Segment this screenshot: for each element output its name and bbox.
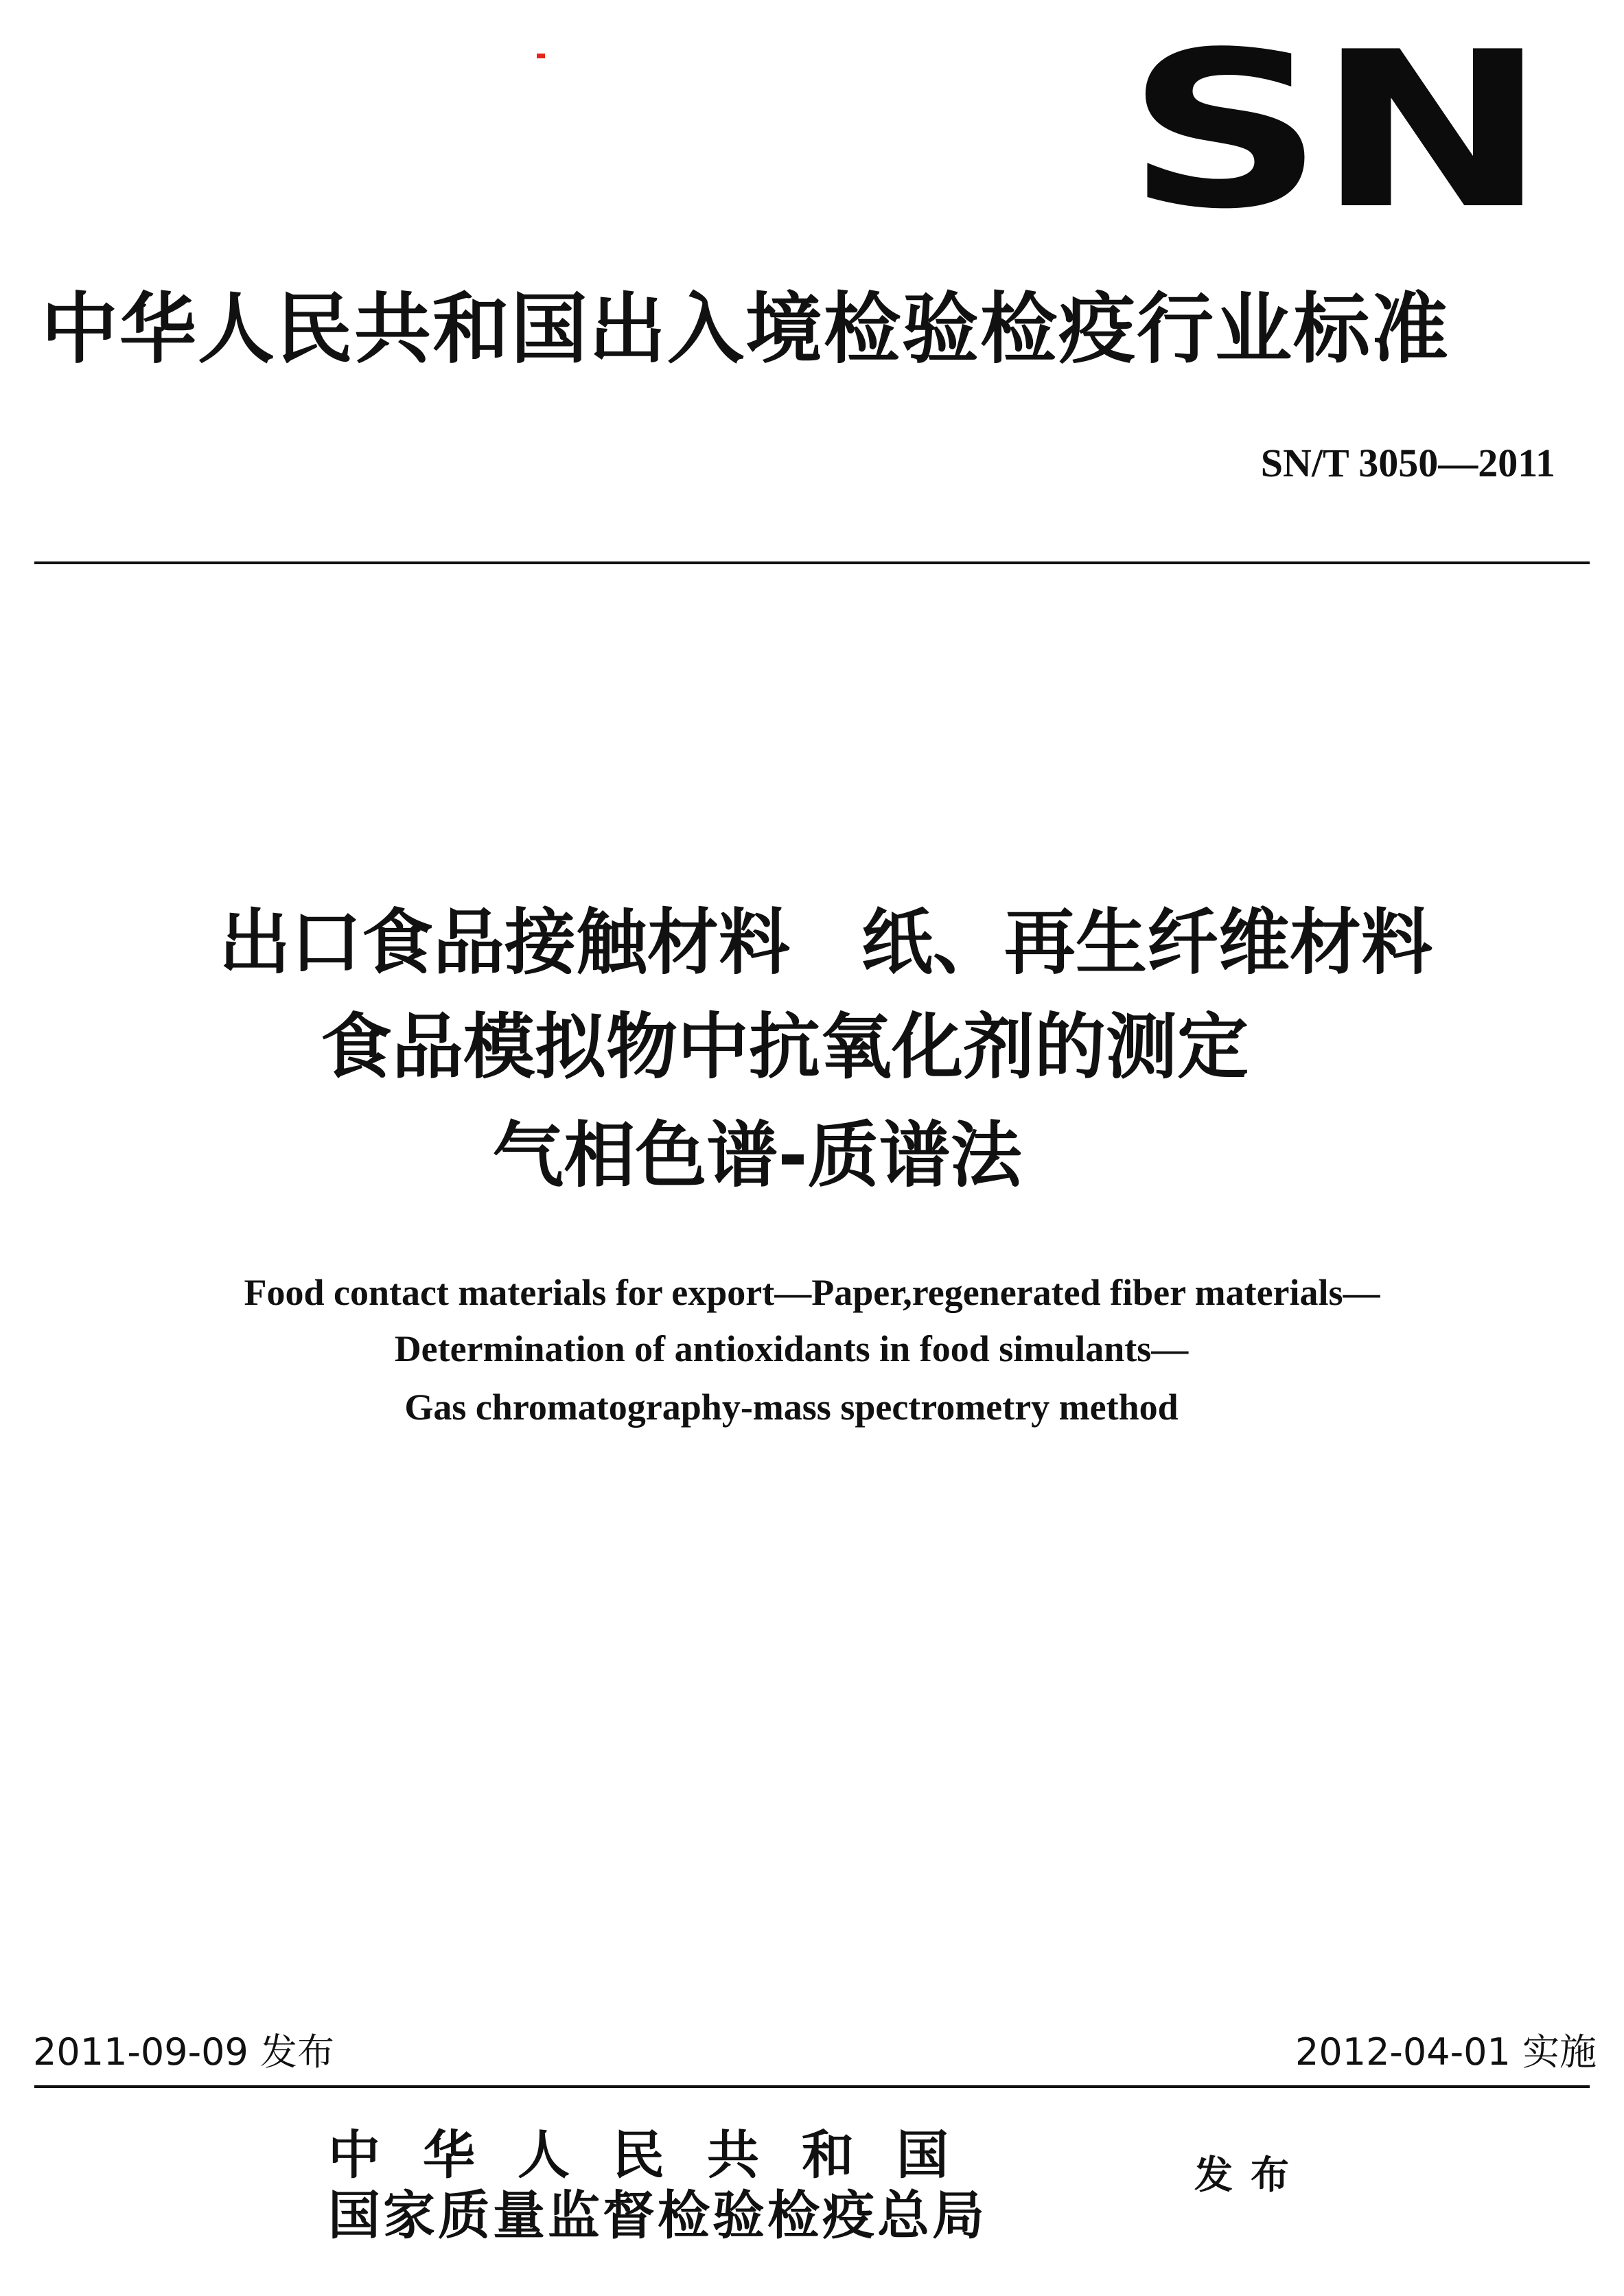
- standard-category-heading: 中华人民共和国出入境检验检疫行业标准: [41, 285, 1450, 374]
- implement-date: 2012-04-01 实施: [1295, 2030, 1597, 2074]
- zh-title-line: 食品模拟物中抗氧化剂的测定: [320, 1005, 1249, 1089]
- en-title-line: Gas chromatography-mass spectrometry method: [404, 1387, 1179, 1428]
- en-title-line: Determination of antioxidants in food simulants—: [394, 1328, 1189, 1369]
- bottom-divider: [34, 2085, 1590, 2088]
- issuer-agency: 国家质量监督检验检疫总局: [328, 2185, 987, 2246]
- publish-date: 2011-09-09 发布: [33, 2030, 334, 2074]
- zh-title-line: 出口食品接触材料 纸、再生纤维材料: [218, 901, 1432, 984]
- top-divider: [34, 561, 1590, 564]
- sn-logo: SN: [1126, 5, 1540, 257]
- issuer-country: 中华人民共和国: [328, 2124, 991, 2185]
- issuer-release-label: 发布: [1194, 2153, 1307, 2198]
- standard-number: SN/T 3050—2011: [1260, 441, 1555, 485]
- en-title-line: Food contact materials for export—Paper,regenerated fiber materials—: [244, 1272, 1380, 1313]
- red-mark: [537, 54, 545, 58]
- zh-title-line: 气相色谱-质谱法: [492, 1113, 1022, 1197]
